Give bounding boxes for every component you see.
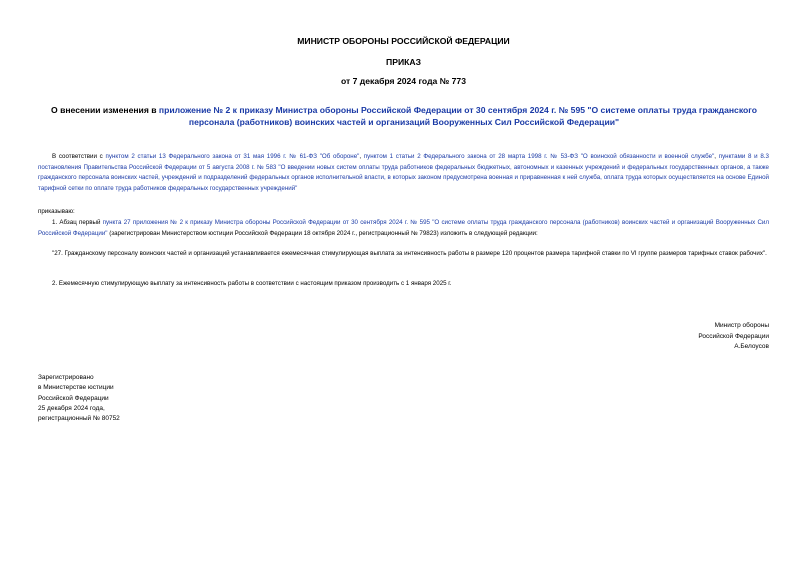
defense-law-link[interactable]: пунктом 2 статьи 13 Федерального закона от 31 мая 1996 г. № 61-ФЗ "Об обороне"	[105, 153, 360, 160]
registration-line: Зарегистрировано	[38, 374, 94, 381]
signature-block	[569, 321, 769, 353]
signatory-name: А.Белоусов	[734, 343, 769, 350]
document-type: ПРИКАЗ	[386, 57, 421, 67]
registration-block	[38, 373, 120, 424]
document-title	[34, 104, 774, 128]
registration-line: в Министерстве юстиции	[38, 384, 114, 392]
title-prefix: О внесении изменения в	[51, 105, 159, 115]
item-1-paragraph	[38, 218, 769, 239]
order-word: приказываю:	[38, 208, 75, 215]
registration-date: 25 декабря 2024 года,	[38, 404, 105, 412]
document-date-number: от 7 декабря 2024 года № 773	[341, 76, 466, 86]
preamble-text: В соответствии с	[52, 153, 106, 160]
signature-position-line2: Российской Федерации	[698, 332, 769, 340]
registration-number: регистрационный № 80752	[38, 415, 120, 423]
signature-position-line1: Министр обороны	[714, 322, 769, 329]
item-1-amended-clause-link[interactable]: пункта 27 приложения № 2 к приказу Министра обороны Российской Федерации от 30 сентября 2024 г. № 595 "О системе оплаты труда гражданского персонала (работников) воинских частей и организаций Вооруженных Сил Российской Федерации"	[38, 219, 769, 237]
preamble-text: ,	[714, 153, 719, 160]
registration-line: Российской Федерации	[38, 394, 109, 402]
preamble-text: ,	[359, 153, 364, 160]
issuing-authority: МИНИСТР ОБОРОНЫ РОССИЙСКОЙ ФЕДЕРАЦИИ	[297, 36, 510, 46]
item-1-text: 1. Абзац первый	[52, 219, 103, 226]
government-resolution-link[interactable]: пунктами 8 и 8.3 постановления Правительства Российской Федерации от 5 августа 2008 г. № 583 "О введении новых систем оплаты труда работников федеральных бюджетных, автономных и казенных учреждений и федеральных государственных органов, а также гражданского персонала воинских частей, учреждений и подразделений федеральных органов исполнительной власти, в которых законом предусмотрена военная и приравненная к ней служба, оплата труда которых осуществляется на основе Единой тарифной сетки по оплате труда работников федеральных государственных учреждений"	[38, 153, 769, 192]
preamble-paragraph	[38, 152, 769, 194]
new-wording-quote: "27. Гражданскому персоналу воинских частей и организаций устанавливается ежемесячная стимулирующая выплата за интенсивность работы в размере 120 процентов размера тарифной ставки по VI группе размеров тарифных ставок рабочих".	[52, 250, 767, 257]
military-duty-law-link[interactable]: пунктом 1 статьи 2 Федерального закона от 28 марта 1998 г. № 53-ФЗ "О воинской обязанности и военной службе"	[363, 153, 715, 160]
item-1-text: (зарегистрирован Министерством юстиции Российской Федерации 18 октября 2024 г., регистрационный № 79823) изложить в следующей редакции:	[107, 229, 538, 237]
item-2-paragraph: 2. Ежемесячную стимулирующую выплату за интенсивность работы в соответствии с настоящим приказом производить с 1 января 2025 г.	[52, 280, 452, 287]
title-amended-order-link[interactable]: приложение № 2 к приказу Министра обороны Российской Федерации от 30 сентября 2024 г. № 595 "О системе оплаты труда гражданского персонала (работников) воинских частей и организаций Вооруженных Сил Российской Федерации"	[158, 105, 757, 127]
